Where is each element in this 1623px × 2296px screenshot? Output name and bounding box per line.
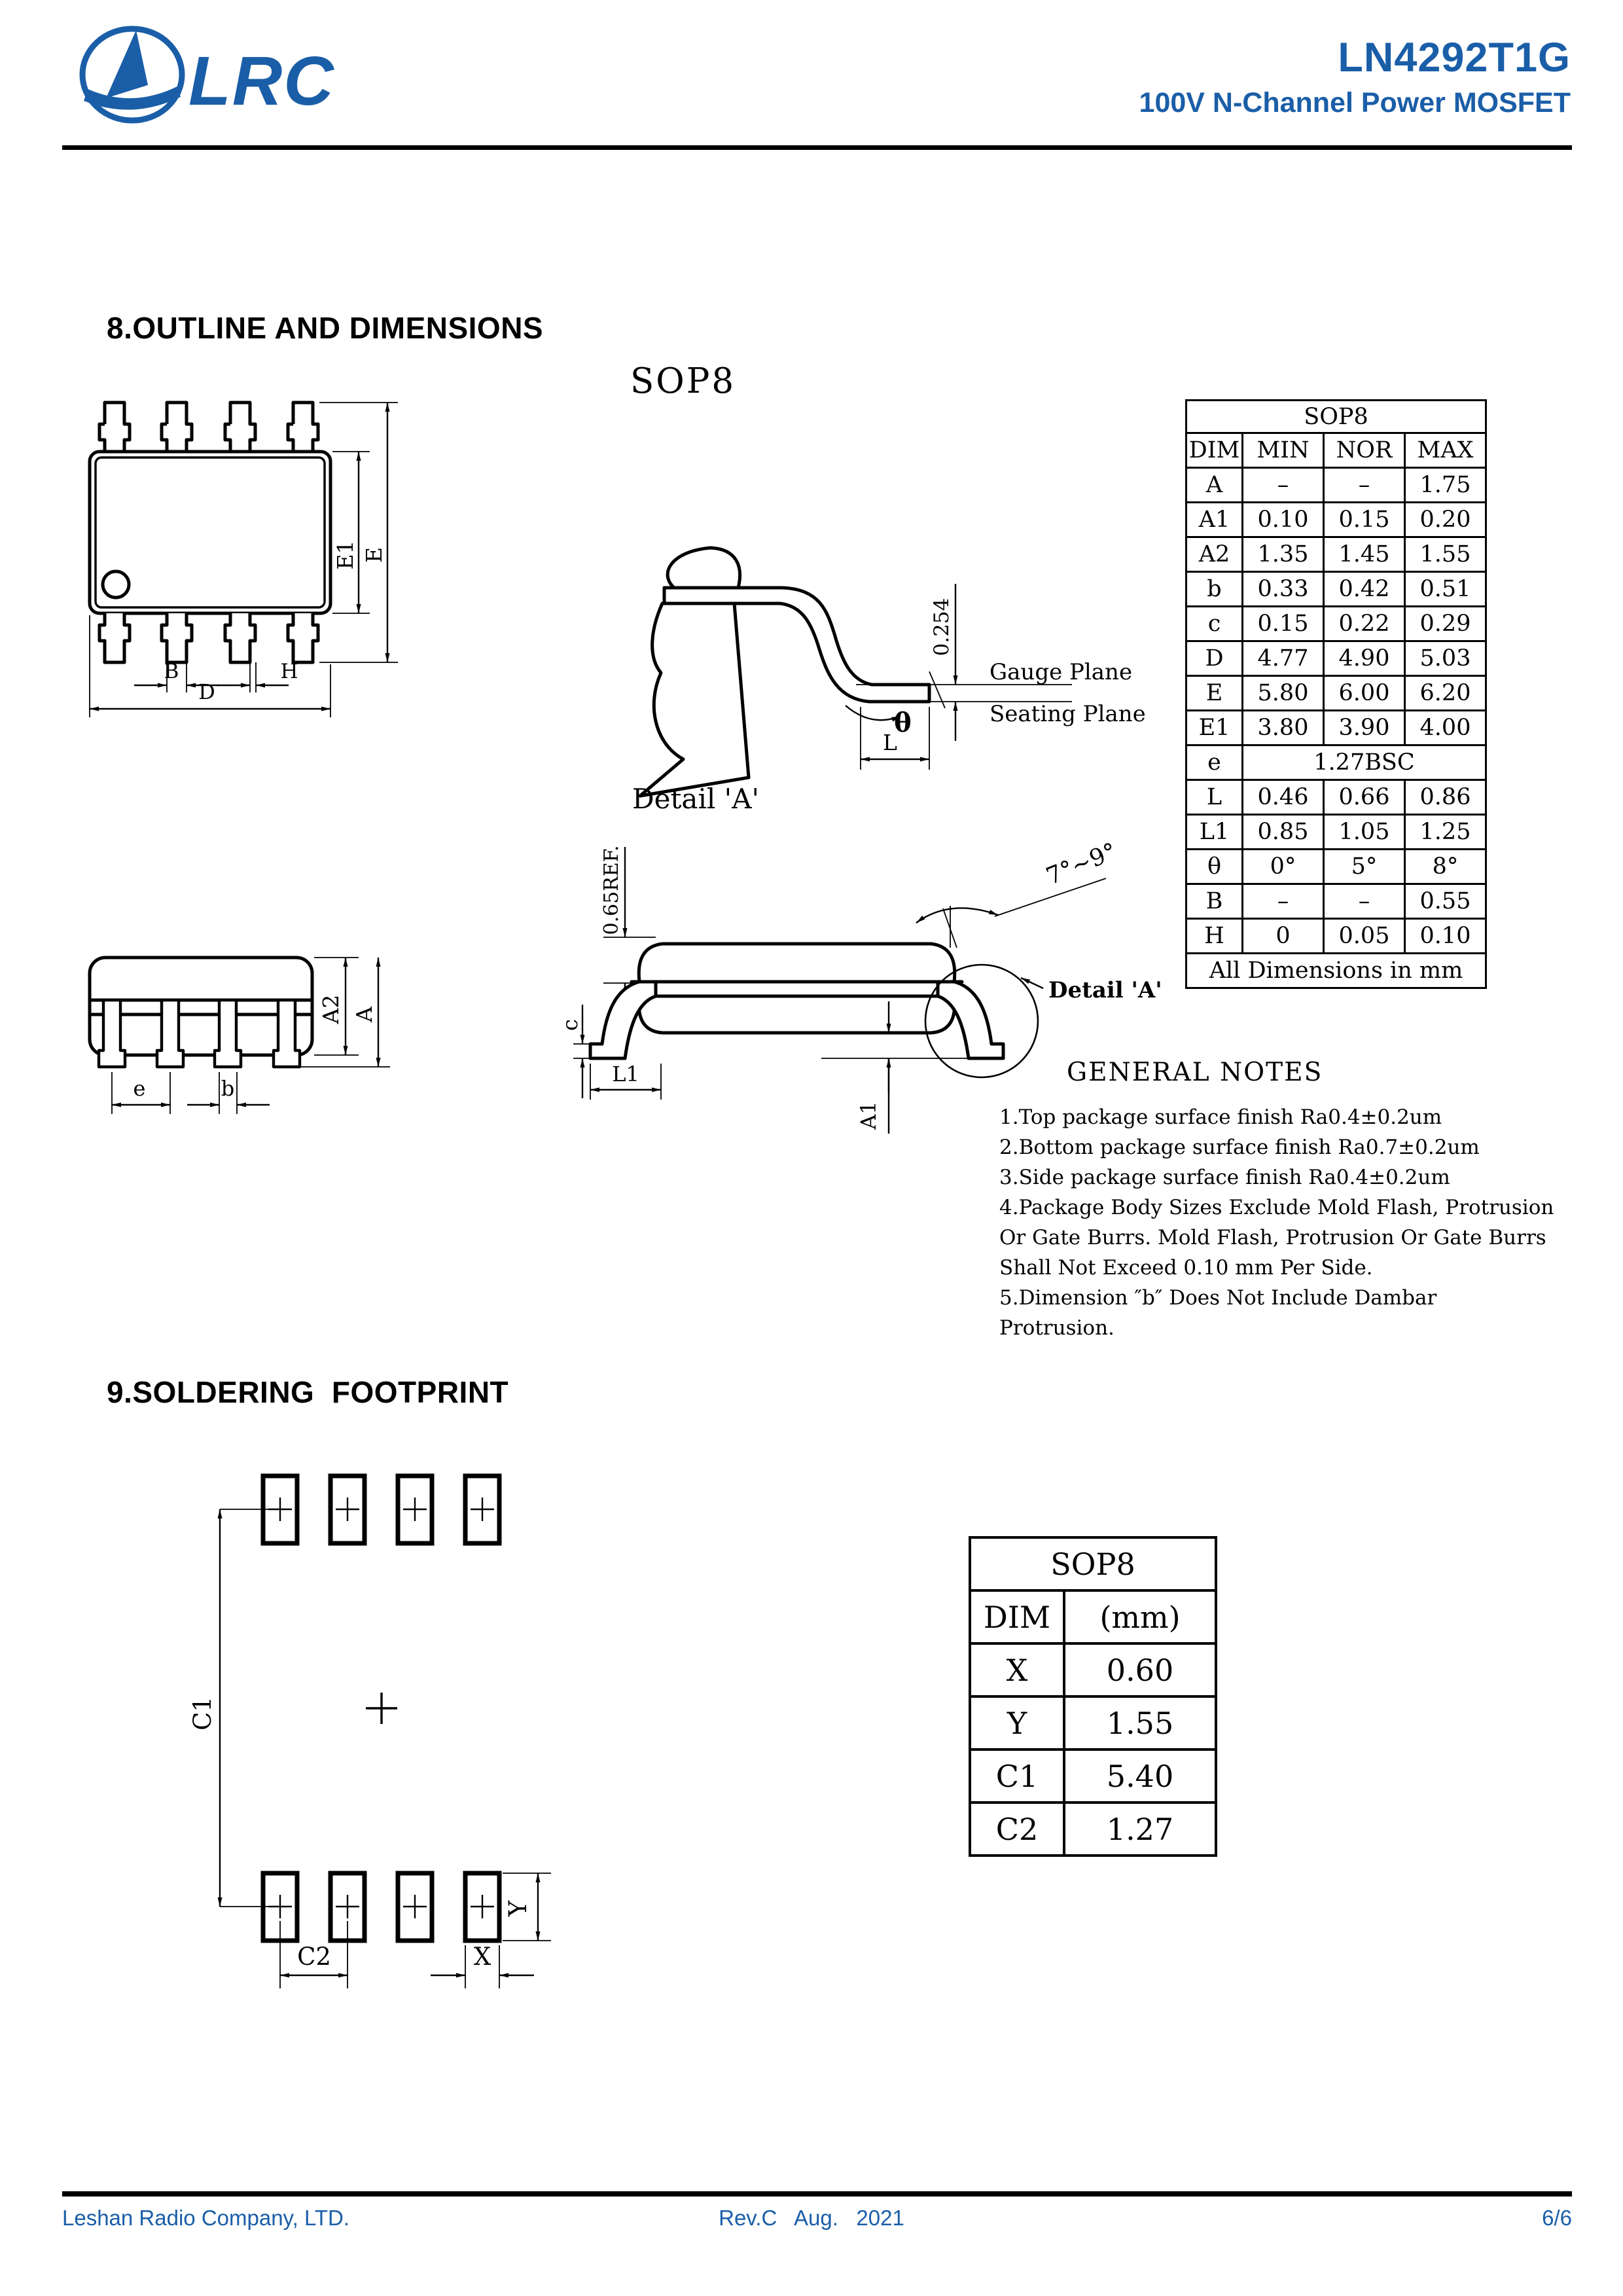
footer-revision: Rev.C Aug. 2021 [719,2206,904,2230]
table-cell: 0 [1243,919,1324,954]
table-cell: L [1186,780,1243,815]
col-header: DIM [970,1590,1064,1643]
col-header: MAX [1405,433,1486,468]
table-cell: 4.00 [1405,711,1486,745]
table-cell: 0.33 [1243,572,1324,607]
table-cell: – [1243,468,1324,503]
dim-label-E1: E1 [332,540,358,570]
dim-label-A: A [351,1007,377,1022]
table-cell: 1.75 [1405,468,1486,503]
general-notes [999,1102,1556,1343]
footprint-bottom-pads [263,1873,499,1941]
table-cell: 0.15 [1243,607,1324,641]
side-body-lower [639,996,955,1033]
table-cell: 4.90 [1324,641,1405,676]
header-rule [62,145,1572,150]
package-corner-tear [640,603,749,796]
table-title: SOP8 [1186,401,1486,433]
footer-rule [62,2191,1572,2197]
table-cell: 0.05 [1324,919,1405,954]
seating-plane-label: Seating Plane [990,701,1146,727]
table-cell: 0.51 [1405,572,1486,607]
table-cell: 3.80 [1243,711,1324,745]
dim-label-D: D [198,679,215,704]
dim-label-A1: A1 [856,1101,881,1130]
table-cell: 0.20 [1405,503,1486,537]
table-cell: 0° [1243,850,1324,884]
table-cell: C1 [970,1749,1064,1803]
footprint-dimensions-table [969,1536,1217,1857]
dim-label-0254: 0.254 [930,598,954,656]
note-line: Or Gate Burrs. Mold Flash, Protrusion Or Gate Burrs [999,1226,1546,1249]
package-corner-dome [668,548,740,588]
top-pins [99,403,318,452]
dim-label-Y: Y [504,1900,532,1917]
table-cell: 0.85 [1243,815,1324,850]
table-footer-note: All Dimensions in mm [1186,954,1486,988]
table-cell: c [1186,607,1243,641]
table-cell: 0.10 [1243,503,1324,537]
table-cell: 0.22 [1324,607,1405,641]
table-cell: A1 [1186,503,1243,537]
dim-label-A2: A2 [318,994,344,1024]
table-cell: A2 [1186,537,1243,572]
table-cell: 0.29 [1405,607,1486,641]
table-cell: C2 [970,1803,1064,1856]
table-cell: 8° [1405,850,1486,884]
table-cell: 0.86 [1405,780,1486,815]
side-right-lead [938,982,1003,1058]
note-line: 1.Top package surface finish Ra0.4±0.2um [999,1105,1442,1129]
table-cell: 0.15 [1324,503,1405,537]
detail-a-pointer-label: Detail 'A' [1048,977,1162,1003]
table-cell: H [1186,919,1243,954]
col-header: NOR [1324,433,1405,468]
table-cell: 0.10 [1405,919,1486,954]
dim-label-B: B [164,660,179,683]
note-line: 2.Bottom package surface finish Ra0.7±0.2um [999,1136,1480,1159]
table-cell: Y [970,1696,1064,1749]
table-cell: e [1186,745,1243,780]
gauge-plane-label: Gauge Plane [990,659,1133,685]
dim-label-065ref: 0.65REF. [600,845,623,935]
table-cell: D [1186,641,1243,676]
table-cell: θ [1186,850,1243,884]
table-cell: 1.35 [1243,537,1324,572]
dim-label-H: H [280,660,298,683]
table-cell: 4.77 [1243,641,1324,676]
dim-label-L1: L1 [612,1062,639,1086]
package-name-label: SOP8 [630,361,736,401]
dim-label-C2: C2 [297,1943,331,1971]
dim-label-c: c [558,1019,582,1031]
theta-label: θ [894,708,912,738]
note-line: 3.Side package surface finish Ra0.4±0.2um [999,1166,1450,1189]
dim-label-E: E [361,547,387,564]
side-left-lead [590,982,656,1058]
table-cell: 1.27BSC [1243,745,1486,780]
soldering-footprint-drawing [188,1460,694,1996]
lrc-logo [59,20,386,131]
dim-label-C1: C1 [188,1696,217,1731]
table-cell: 1.45 [1324,537,1405,572]
table-cell: 5° [1324,850,1405,884]
table-cell: E1 [1186,711,1243,745]
table-cell: 3.90 [1324,711,1405,745]
note-line: Shall Not Exceed 0.10 mm Per Side. [999,1256,1373,1280]
pin1-indicator-icon [103,571,129,598]
table-cell: 1.27 [1064,1803,1216,1856]
table-cell: 5.40 [1064,1749,1216,1803]
part-number: LN4292T1G [1338,35,1571,81]
table-cell: L1 [1186,815,1243,850]
footer-company: Leshan Radio Company, LTD. [62,2206,350,2230]
table-cell: 1.25 [1405,815,1486,850]
col-header: DIM [1186,433,1243,468]
table-cell: X [970,1643,1064,1696]
table-cell: 1.55 [1405,537,1486,572]
col-header: MIN [1243,433,1324,468]
footprint-center-cross [366,1693,397,1724]
note-line: 4.Package Body Sizes Exclude Mold Flash, Protrusion [999,1196,1554,1219]
table-cell: 1.55 [1064,1696,1216,1749]
note-line: 5.Dimension ″b″ Does Not Include Dambar Protrusion. [999,1286,1437,1340]
table-cell: 6.20 [1405,676,1486,711]
dim-label-e: e [133,1076,146,1101]
angle-label: 7°~9° [1043,838,1121,891]
part-subtitle: 100V N-Channel Power MOSFET [1139,87,1571,118]
package-side-view-drawing [558,838,1243,1145]
table-cell: – [1324,884,1405,919]
general-notes-title: GENERAL NOTES [1067,1058,1323,1087]
section-8-heading: 8.OUTLINE AND DIMENSIONS [107,311,544,345]
logo-text: LRC [188,43,335,120]
table-cell: 6.00 [1324,676,1405,711]
table-cell: 0.46 [1243,780,1324,815]
section-9-heading: 9.SOLDERING FOOTPRINT [107,1375,509,1409]
bottom-pins [99,613,318,662]
table-cell: 1.05 [1324,815,1405,850]
table-cell: 0.66 [1324,780,1405,815]
package-front-view-drawing [65,949,458,1145]
side-body-upper [639,944,955,982]
dim-label-b: b [221,1076,235,1101]
table-cell: A [1186,468,1243,503]
table-cell: – [1243,884,1324,919]
table-cell: B [1186,884,1243,919]
package-top-view-drawing [79,393,419,733]
table-cell: 5.80 [1243,676,1324,711]
dim-label-X: X [473,1943,491,1971]
table-cell: – [1324,468,1405,503]
footprint-top-pads [263,1476,499,1543]
dim-label-L: L [883,730,897,755]
table-cell: E [1186,676,1243,711]
table-cell: 5.03 [1405,641,1486,676]
col-header: (mm) [1064,1590,1216,1643]
table-cell: 0.60 [1064,1643,1216,1696]
table-cell: b [1186,572,1243,607]
footer-page-number: 6/6 [1542,2206,1572,2230]
table-cell: 0.42 [1324,572,1405,607]
detail-a-caption: Detail 'A' [632,783,760,815]
outline-dimensions-table [1185,399,1487,989]
table-cell: 0.55 [1405,884,1486,919]
table-title: SOP8 [970,1537,1216,1590]
